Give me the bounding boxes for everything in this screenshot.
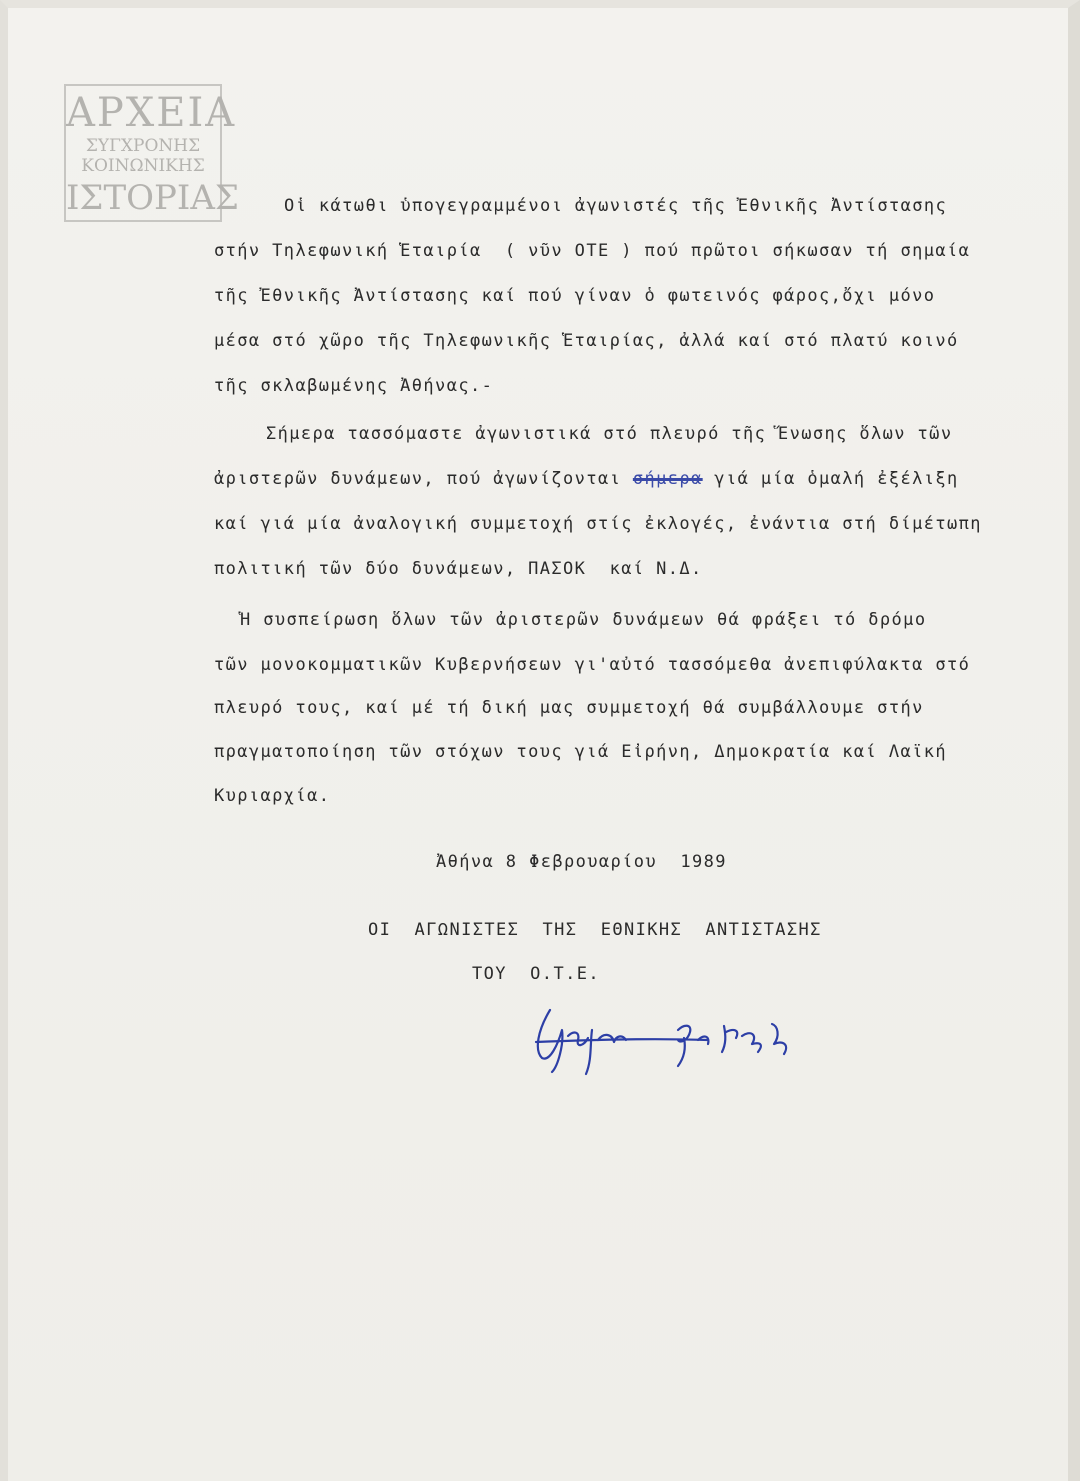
paragraph-3-line-5: Κυριαρχία. [214,786,331,806]
paragraph-2-line-1: Σήμερα τασσόμαστε ἀγωνιστικά στό πλευρό τῆς Ἕνωσης ὅλων τῶν [266,424,953,444]
paragraph-2-line-4: πολιτική τῶν δύο δυνάμεων, ΠΑΣΟΚ καί Ν.Δ. [214,559,703,579]
paragraph-3-line-1: Ἡ συσπείρωση ὅλων τῶν ἀριστερῶν δυνάμεων θά φράξει τό δρόμο [240,610,927,630]
closing-line-2: ΤΟΥ Ο.Τ.Ε. [472,964,600,984]
paragraph-2-line-2-start: ἀριστερῶν δυνάμεων, πού ἀγωνίζονται [214,469,633,489]
handwritten-signature [528,1000,808,1080]
stamp-line-4: ΙΣΤΟΡΙΑΣ [66,178,239,218]
paragraph-3-line-2: τῶν μονοκομματικῶν Κυβερνήσεων γι'αὐτό τασσόμεθα ἀνεπιφύλακτα στό [214,655,971,675]
date-line: Ἀθήνα 8 Φεβρουαρίου 1989 [436,852,727,872]
paragraph-1-line-3: τῆς Ἐθνικῆς Ἀντίστασης καί πού γίναν ὁ φωτεινός φάρος,ὄχι μόνο [214,286,936,306]
closing-line-1: ΟΙ ΑΓΩΝΙΣΤΕΣ ΤΗΣ ΕΘΝΙΚΗΣ ΑΝΤΙΣΤΑΣΗΣ [368,920,822,940]
paragraph-1-line-2: στήν Τηλεφωνική Ἑταιρία ( νῦν ΟΤΕ ) πού πρῶτοι σήκωσαν τή σημαία [214,241,971,261]
stamp-line-3: ΚΟΙΝΩΝΙΚΗΣ [81,156,205,176]
struck-out-word: σήμερα [632,469,703,489]
paragraph-1-line-1: Οἱ κάτωθι ὑπογεγραμμένοι ἀγωνιστές τῆς Ἐθνικῆς Ἀντίστασης [284,196,948,216]
stamp-line-1: ΑΡΧΕΙΑ [66,90,237,136]
archive-stamp [64,84,239,222]
paragraph-2-line-2-end: γιά μία ὁμαλή ἐξέλιξη [702,469,959,489]
paragraph-1-line-4: μέσα στό χῶρο τῆς Τηλεφωνικῆς Ἑταιρίας, ἀλλά καί στό πλατύ κοινό [214,331,959,351]
paragraph-3-line-3: πλευρό τους, καί μέ τή δική μας συμμετοχή θά συμβάλλουμε στήν [214,698,924,718]
paragraph-1-line-5: τῆς σκλαβωμένης Ἀθήνας.- [214,376,494,396]
paragraph-2-line-3: καί γιά μία ἀναλογική συμμετοχή στίς ἐκλογές, ἐνάντια στή δίμέτωπη [214,514,982,534]
paragraph-3-line-4: πραγματοποίηση τῶν στόχων τους γιά Εἰρήνη, Δημοκρατία καί Λαϊκή [214,742,947,762]
paragraph-2-line-2 [214,467,959,491]
stamp-line-2: ΣΥΓΧΡΟΝΗΣ [85,136,201,156]
